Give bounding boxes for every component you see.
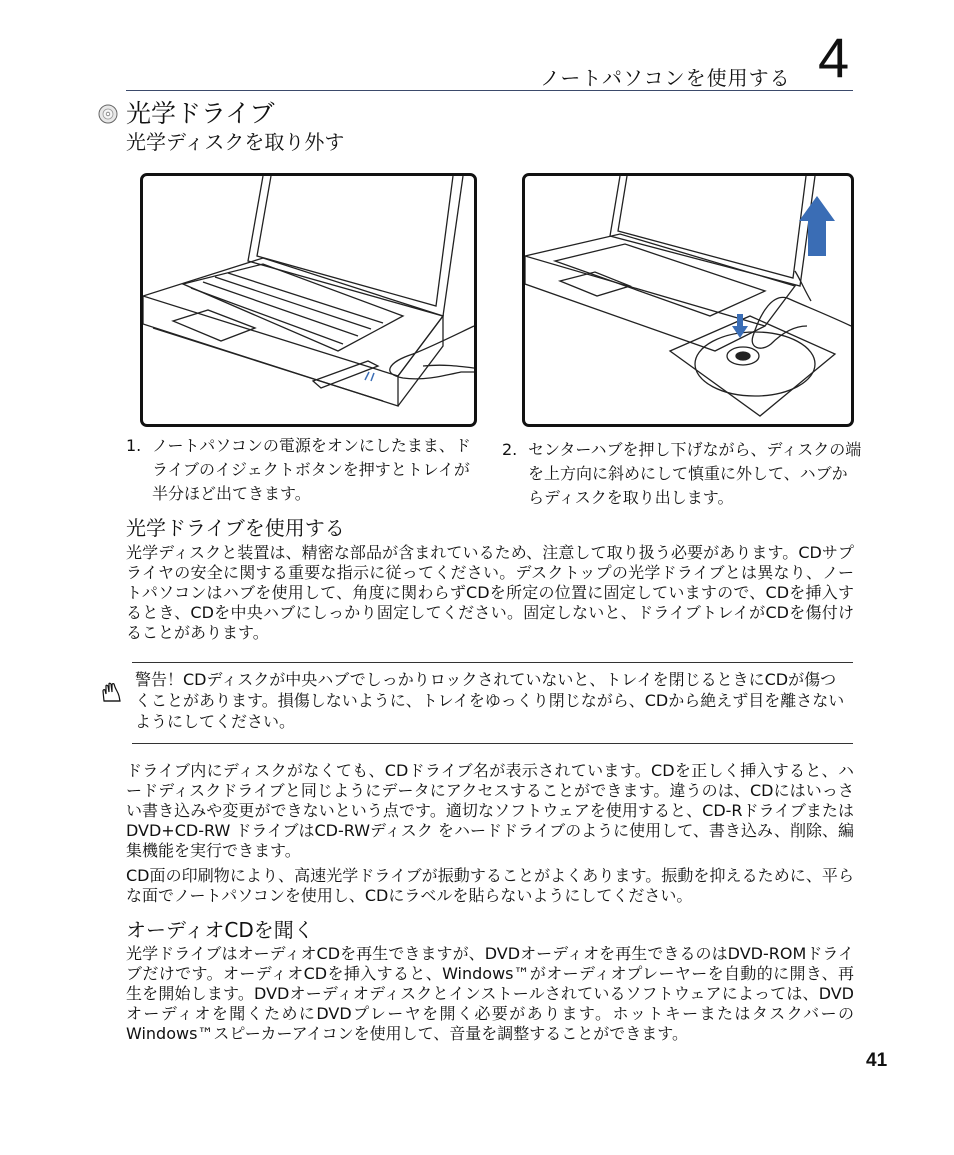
step-2	[502, 438, 862, 510]
section-subtitle: 光学ディスクを取り外す	[126, 130, 345, 154]
warning-top-rule	[132, 662, 853, 663]
paragraph-vibration: CD面の印刷物により、高速光学ドライブが振動することがよくあります。振動を抑えるために、平らな面でノートパソコンを使用し、CDにラベルを貼らないようにしてください。	[126, 866, 854, 905]
using-drive-paragraph: 光学ディスクと装置は、精密な部品が含まれているため、注意して取り扱う必要があります。CDサプライヤの安全に関する重要な指示に従ってください。デスクトップの光学ドライブとは異なり、ノートパソコンはハブを使用して、角度に関わらずCDを所定の位置に固定していますので、CDを挿入するとき、CDを中央ハブにしっかり固定してください。固定しないと、ドライブトレイがCDを傷付けることがあります。	[126, 543, 854, 642]
page-number: 41	[866, 1050, 888, 1071]
step-text: ノートパソコンの電源をオンにしたまま、ドライブのイジェクトボタンを押すとトレイが半分ほど出てきます。	[152, 436, 471, 503]
audio-cd-paragraph: 光学ドライブはオーディオCDを再生できますが、DVDオーディオを再生できるのはDVD-ROMドライブだけです。オーディオCDを挿入すると、Windows™がオーディオプレーヤーを自動的に開き、再生を開始します。DVDオーディオディスクとインストールされているソフトウェアによっては、DVDオーディオを聞くためにDVDプレーヤを開く必要があります。ホットキーまたはタスクバーのWindows™スピーカーアイコンを使用して、音量を調整することができます。	[126, 944, 854, 1043]
using-drive-heading: 光学ドライブを使用する	[126, 516, 345, 540]
step-text: センターハブを押し下げながら、ディスクの端を上方向に斜めにして慎重に外して、ハブからディスクを取り出します。	[528, 440, 862, 507]
paragraph-drive-letter: ドライブ内にディスクがなくても、CDドライブ名が表示されています。CDを正しく挿入すると、ハードディスクドライブと同じようにデータにアクセスすることができます。違うのは、CDにはいっさい書き込みや変更ができないという点です。適切なソフトウェアを使用すると、CD-RドライブまたはDVD+CD-RW ドライブはCD-RWディスク をハードドライブのように使用して、書き込み、削除、編集機能を実行できます。	[126, 761, 854, 860]
figure-eject-drive	[140, 173, 477, 427]
warning-hand-icon	[100, 681, 124, 705]
step-number: 2.	[502, 440, 518, 459]
chapter-title: ノートパソコンを使用する	[540, 66, 791, 90]
warning-text: 警告！CDディスクが中央ハブでしっかりロックされていないと、トレイを閉じるときにCDが傷つくことがあります。損傷しないように、トレイをゆっくり閉じながら、CDから絶えず目を離さないようにしてください。	[135, 670, 845, 731]
audio-cd-heading: オーディオCDを聞く	[126, 918, 314, 942]
warning-bottom-rule	[132, 743, 853, 744]
cd-icon	[98, 104, 118, 124]
step-number: 1.	[126, 436, 142, 455]
figure-remove-disc	[522, 173, 854, 427]
chapter-number: 4	[818, 26, 850, 89]
header-rule	[126, 90, 853, 91]
section-title: 光学ドライブ	[126, 99, 275, 128]
step-1	[126, 434, 482, 506]
